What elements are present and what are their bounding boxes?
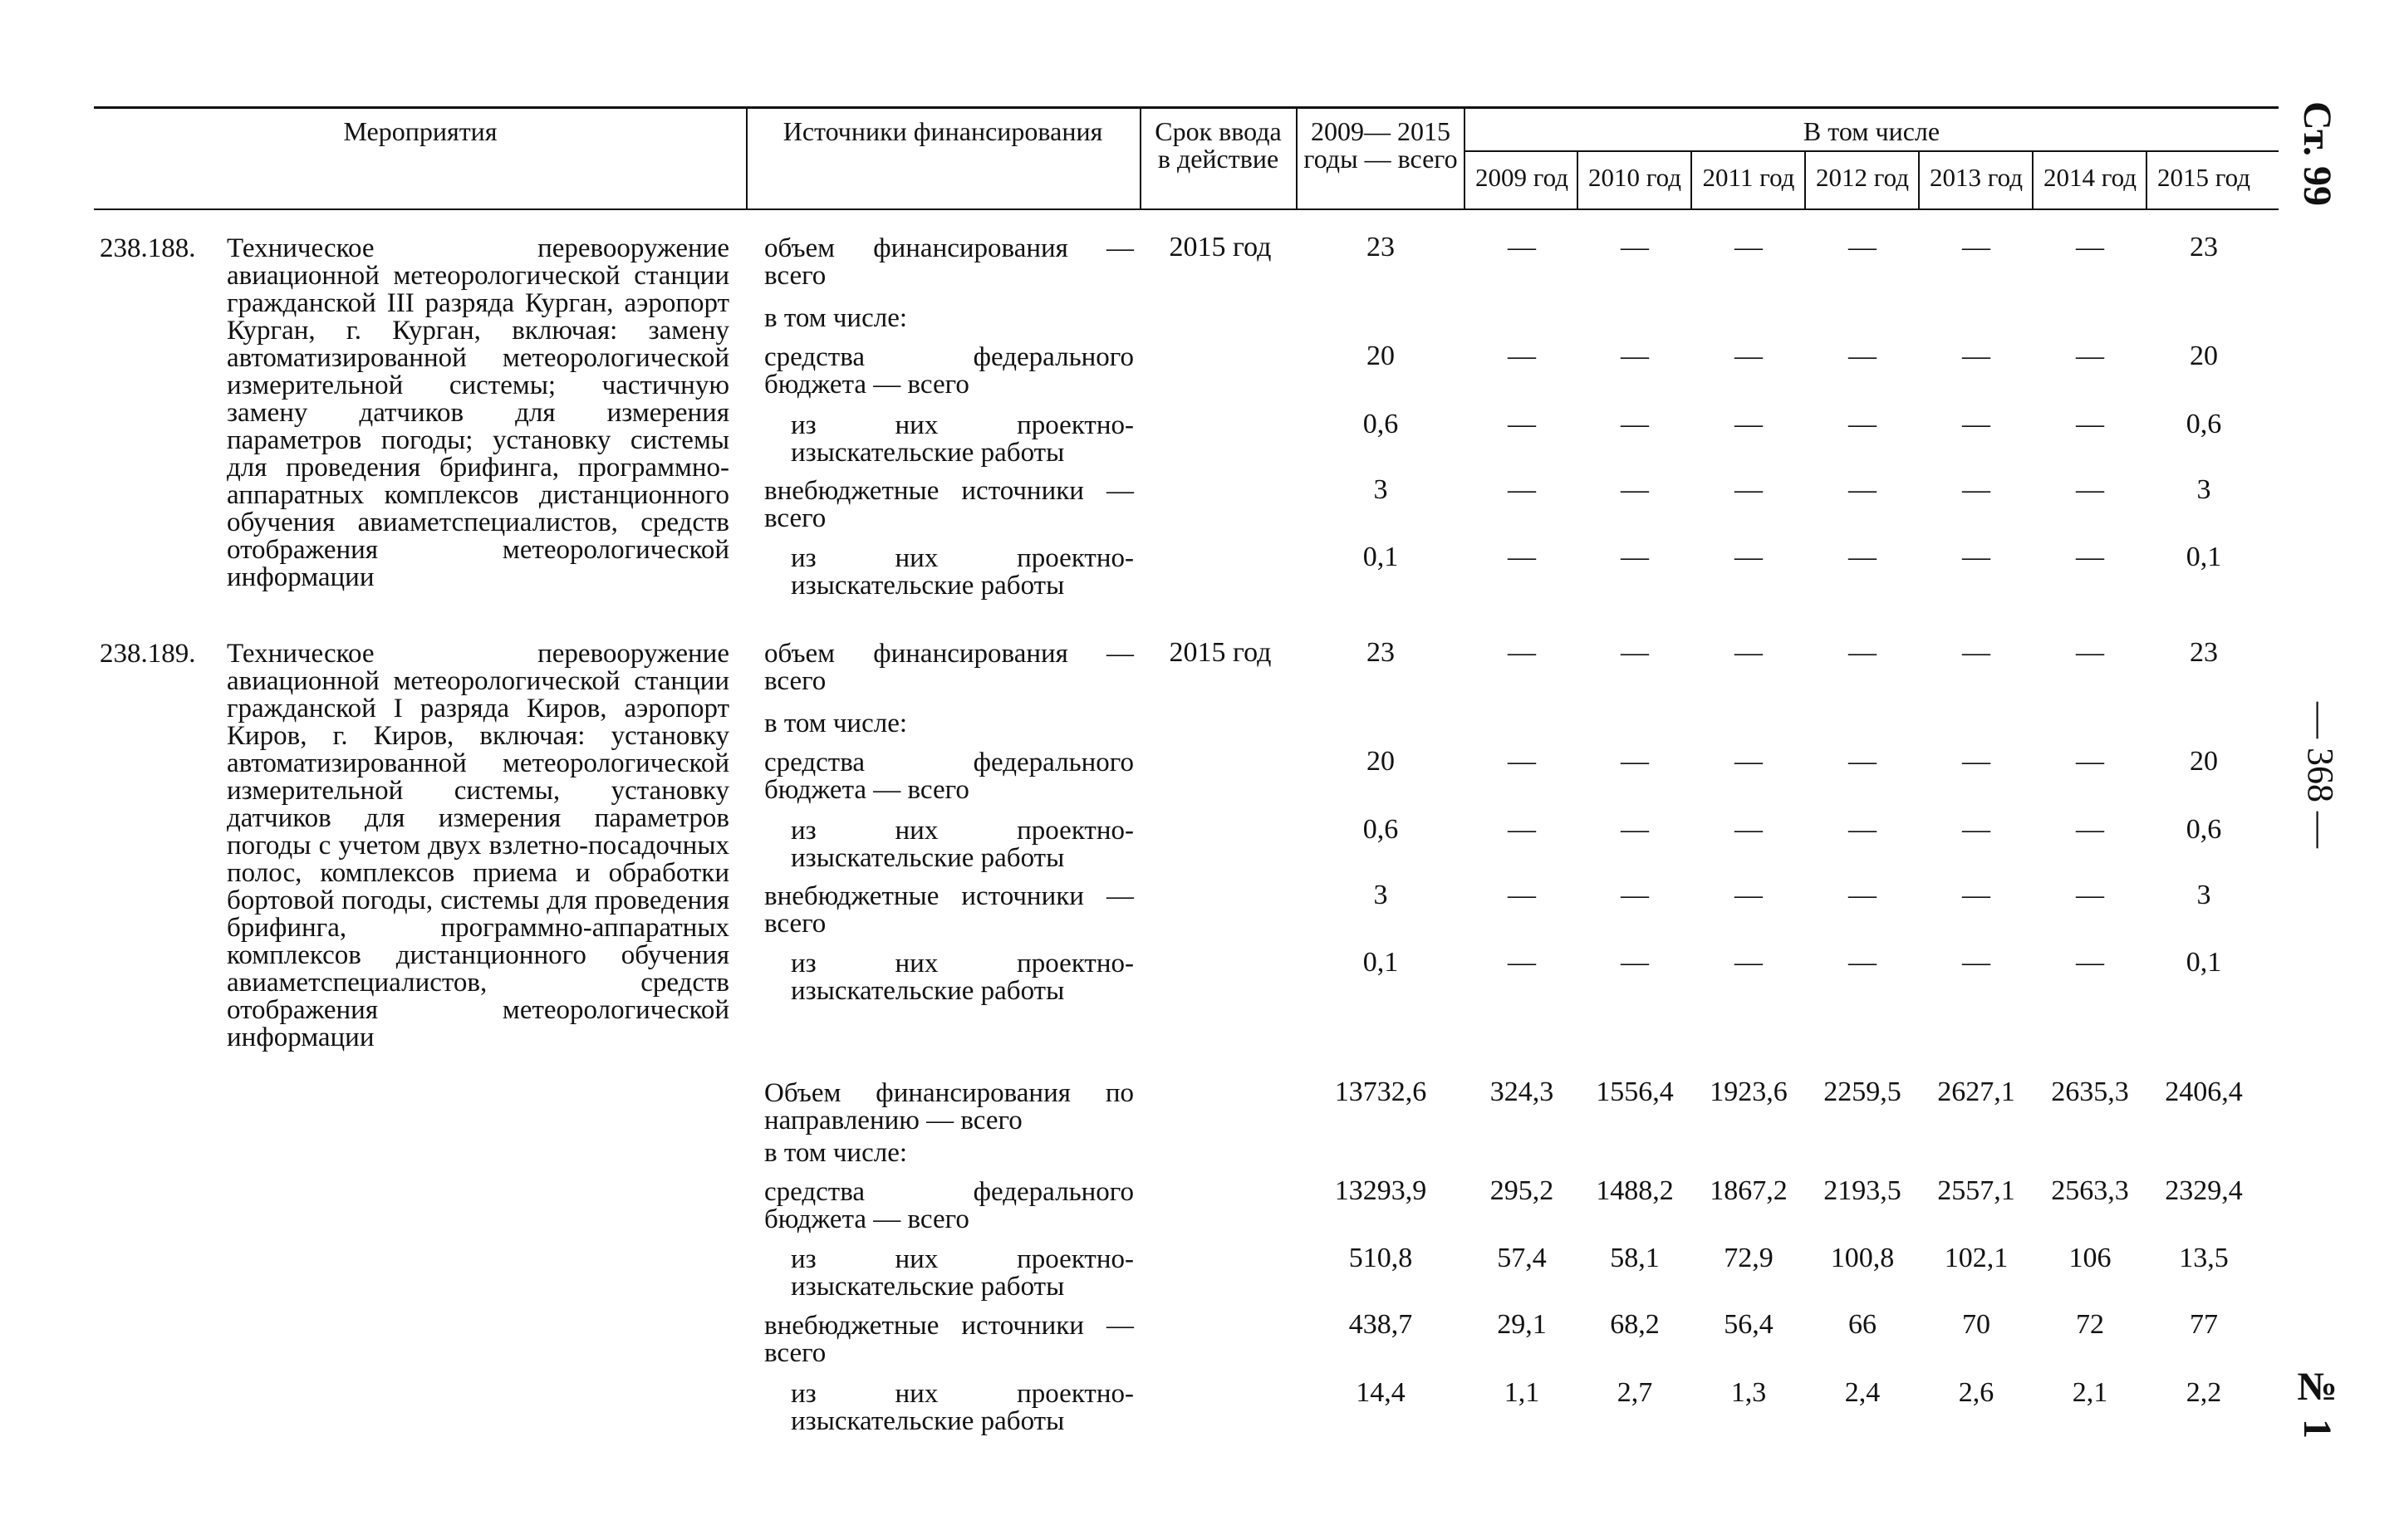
row-year-value: 106 <box>2068 1243 2112 1273</box>
row-year-value: 3 <box>2196 880 2211 910</box>
row-year-value: 3 <box>2196 474 2211 505</box>
row-year-value: — <box>1734 409 1763 439</box>
row-year-value: — <box>1962 542 1990 572</box>
row-year-value: 295,2 <box>1489 1175 1554 1206</box>
row-year-value: — <box>1621 947 1649 978</box>
col-header-including: В том числе <box>1803 116 1940 146</box>
row-total: 0,1 <box>1362 542 1399 572</box>
row-year-value: 58,1 <box>1610 1243 1660 1273</box>
row-year-value: 0,1 <box>2186 947 2222 978</box>
row-year-value: 13,5 <box>2179 1243 2229 1273</box>
page-number: — 368 — <box>2300 702 2341 848</box>
row-year-value: 29,1 <box>1497 1309 1547 1340</box>
row-year-value: 72,9 <box>1724 1243 1774 1273</box>
row-total: 3 <box>1373 880 1388 910</box>
row-year-value: 0,1 <box>2186 542 2222 572</box>
row-year-value: — <box>1848 880 1877 910</box>
row-year-value: — <box>1734 341 1763 371</box>
row-year-value: — <box>1508 746 1536 777</box>
row-year-value: 23 <box>2190 232 2218 262</box>
row-year-value: — <box>1848 746 1877 777</box>
row-year-value: — <box>1848 341 1877 371</box>
row-total: 510,8 <box>1348 1243 1413 1273</box>
header-divider <box>1296 107 1298 209</box>
row-year-value: 2406,4 <box>2165 1077 2243 1107</box>
row-year-value: — <box>1734 542 1763 572</box>
measure-code: 238.188. <box>100 233 196 263</box>
row-year-value: — <box>1962 341 1990 371</box>
col-header-total: 2009— 2015 годы — всего <box>1303 116 1458 174</box>
row-year-value: 2635,3 <box>2051 1077 2129 1107</box>
row-label: из них проектно-изыскательские работы <box>791 949 1134 1006</box>
row-label: Объем финансирования по направлению — всего <box>764 1078 1134 1135</box>
including-rule <box>1464 150 2279 152</box>
row-year-value: — <box>1621 746 1649 777</box>
row-year-value: 1556,4 <box>1596 1077 1674 1107</box>
row-year-value: — <box>1621 409 1649 439</box>
row-label: объем финансирования — всего <box>764 639 1134 696</box>
row-year-value: 100,8 <box>1830 1243 1895 1273</box>
header-divider <box>746 107 748 209</box>
row-year-value: — <box>1621 474 1649 505</box>
row-label: из них проектно-изыскательские работы <box>791 1379 1134 1436</box>
year-header: 2014 год <box>2043 163 2137 192</box>
row-year-value: — <box>1508 341 1536 371</box>
row-label: из них проектно-изыскательские работы <box>791 543 1134 601</box>
row-year-value: — <box>1621 637 1649 668</box>
row-label: внебюджетные источники — всего <box>764 476 1134 533</box>
row-label: средства федерального бюджета — всего <box>764 342 1134 400</box>
row-year-value: 2,2 <box>2186 1377 2222 1408</box>
row-year-value: 2,4 <box>1844 1377 1881 1408</box>
col-header-sources: Источники финансирования <box>783 116 1103 146</box>
row-year-value: — <box>1848 232 1877 262</box>
row-year-value: — <box>2076 814 2104 845</box>
row-total: 0,6 <box>1362 409 1399 439</box>
row-total: 20 <box>1366 341 1395 371</box>
measure-description: Техническое перевооружение авиационной метеорологической станции гражданской I разряда Киров, аэропорт Киров, г. Киров, включая: установку автоматизированной метеорологической измерительной системы, установку датчиков для измерения параметров погоды с учетом двух взлетно-посадочных полос, комплексов приема и обработки бортовой погоды, системы для проведения брифинга, программно-аппаратных комплексов дистанционного обучения авиаметспециалистов, средств отображения метеорологической информации <box>227 639 729 1052</box>
row-year-value: 77 <box>2190 1309 2218 1340</box>
row-year-value: — <box>1962 474 1990 505</box>
row-year-value: — <box>1962 947 1990 978</box>
row-year-value: — <box>1508 474 1536 505</box>
commissioning-term: 2015 год <box>1169 232 1272 262</box>
row-year-value: 1923,6 <box>1710 1077 1788 1107</box>
year-header: 2013 год <box>1929 163 2024 192</box>
row-year-value: 70 <box>1962 1309 1990 1340</box>
row-year-value: — <box>1734 474 1763 505</box>
measure-description: Техническое перевооружение авиационной метеорологической станции гражданской III разряда Курган, аэропорт Курган, г. Курган, включая: замену автоматизированной метеорологической измерительной системы; частичную замену датчиков для измерения параметров погоды; установку системы для проведения брифинга, программно-аппаратных комплексов дистанционного обучения авиаметспециалистов, средств отображения метеорологической информации <box>227 233 729 592</box>
row-year-value: — <box>1508 947 1536 978</box>
row-total: 14,4 <box>1356 1377 1406 1408</box>
row-year-value: — <box>1848 814 1877 845</box>
row-year-value: 0,6 <box>2186 409 2222 439</box>
page-reference: Ст. 99 <box>2295 101 2339 206</box>
row-subheading: в том числе: <box>764 303 908 333</box>
row-year-value: 72 <box>2076 1309 2104 1340</box>
row-label: из них проектно-изыскательские работы <box>791 410 1134 468</box>
row-year-value: — <box>1848 947 1877 978</box>
header-bottom-rule <box>94 208 2279 210</box>
row-total: 13293,9 <box>1334 1175 1427 1206</box>
year-header: 2012 год <box>1815 163 1910 192</box>
row-year-value: — <box>1508 880 1536 910</box>
year-header: 2009 год <box>1474 163 1569 192</box>
row-total: 13732,6 <box>1334 1077 1427 1107</box>
row-subheading: в том числе: <box>764 709 908 738</box>
row-subheading: в том числе: <box>764 1138 908 1168</box>
row-year-value: — <box>1848 542 1877 572</box>
row-year-value: — <box>1962 637 1990 668</box>
row-year-value: 20 <box>2190 341 2218 371</box>
row-label: средства федерального бюджета — всего <box>764 748 1134 805</box>
row-year-value: — <box>1734 814 1763 845</box>
row-year-value: 1488,2 <box>1596 1175 1674 1206</box>
header-top-rule <box>94 106 2279 109</box>
row-year-value: 68,2 <box>1610 1309 1660 1340</box>
row-year-value: 1867,2 <box>1710 1175 1788 1206</box>
row-total: 20 <box>1366 746 1395 777</box>
row-year-value: — <box>1621 814 1649 845</box>
row-label: из них проектно-изыскательские работы <box>791 816 1134 873</box>
row-year-value: — <box>2076 637 2104 668</box>
row-year-value: — <box>2076 341 2104 371</box>
row-year-value: — <box>2076 474 2104 505</box>
row-label: объем финансирования — всего <box>764 233 1134 291</box>
row-year-value: — <box>1508 232 1536 262</box>
row-year-value: — <box>1621 542 1649 572</box>
row-year-value: 23 <box>2190 637 2218 668</box>
col-header-term: Срок ввода в действие <box>1155 116 1282 174</box>
row-year-value: — <box>1848 409 1877 439</box>
header-divider <box>1140 107 1141 209</box>
row-year-value: — <box>2076 542 2104 572</box>
row-year-value: 56,4 <box>1724 1309 1774 1340</box>
row-year-value: 1,3 <box>1730 1377 1767 1408</box>
row-year-value: — <box>1734 637 1763 668</box>
row-year-value: — <box>2076 880 2104 910</box>
row-year-value: — <box>1962 232 1990 262</box>
row-year-value: — <box>1848 474 1877 505</box>
row-year-value: 0,6 <box>2186 814 2222 845</box>
col-header-measures: Мероприятия <box>343 116 498 146</box>
row-year-value: 2193,5 <box>1823 1175 1901 1206</box>
row-year-value: 2,1 <box>2072 1377 2108 1408</box>
row-total: 438,7 <box>1348 1309 1413 1340</box>
row-year-value: — <box>1848 637 1877 668</box>
row-total: 0,1 <box>1362 947 1399 978</box>
row-year-value: 2,6 <box>1958 1377 1994 1408</box>
commissioning-term: 2015 год <box>1169 637 1272 668</box>
row-year-value: — <box>1962 409 1990 439</box>
row-label: из них проектно-изыскательские работы <box>791 1244 1134 1302</box>
row-year-value: — <box>1734 880 1763 910</box>
year-header: 2015 год <box>2156 163 2251 192</box>
row-year-value: — <box>2076 947 2104 978</box>
row-label: внебюджетные источники — всего <box>764 881 1134 939</box>
year-header: 2011 год <box>1702 163 1795 192</box>
row-year-value: 2,7 <box>1617 1377 1653 1408</box>
row-label: средства федерального бюджета — всего <box>764 1177 1134 1234</box>
year-header: 2010 год <box>1587 163 1682 192</box>
row-year-value: 2329,4 <box>2165 1175 2243 1206</box>
row-year-value: 2557,1 <box>1937 1175 2015 1206</box>
row-year-value: — <box>2076 746 2104 777</box>
row-year-value: 66 <box>1848 1309 1877 1340</box>
row-year-value: 324,3 <box>1489 1077 1554 1107</box>
row-total: 23 <box>1366 637 1395 668</box>
row-year-value: — <box>1621 232 1649 262</box>
row-year-value: 57,4 <box>1497 1243 1547 1273</box>
row-year-value: — <box>1962 880 1990 910</box>
row-total: 0,6 <box>1362 814 1399 845</box>
row-year-value: 1,1 <box>1504 1377 1540 1408</box>
issue-number: № 1 <box>2295 1365 2339 1439</box>
row-year-value: 2259,5 <box>1823 1077 1901 1107</box>
row-year-value: 20 <box>2190 746 2218 777</box>
row-year-value: — <box>1508 814 1536 845</box>
row-year-value: — <box>1734 232 1763 262</box>
row-year-value: — <box>1734 947 1763 978</box>
row-year-value: — <box>1734 746 1763 777</box>
row-total: 23 <box>1366 232 1395 262</box>
row-year-value: — <box>1962 814 1990 845</box>
row-year-value: 102,1 <box>1944 1243 2009 1273</box>
row-year-value: 2563,3 <box>2051 1175 2129 1206</box>
row-year-value: — <box>1621 880 1649 910</box>
row-year-value: — <box>1621 341 1649 371</box>
row-year-value: — <box>1508 637 1536 668</box>
row-year-value: — <box>1508 542 1536 572</box>
row-label: внебюджетные источники — всего <box>764 1311 1134 1368</box>
row-year-value: — <box>1508 409 1536 439</box>
row-year-value: 2627,1 <box>1937 1077 2015 1107</box>
measure-code: 238.189. <box>100 639 196 669</box>
row-year-value: — <box>2076 409 2104 439</box>
row-year-value: — <box>1962 746 1990 777</box>
row-year-value: — <box>2076 232 2104 262</box>
row-total: 3 <box>1373 474 1388 505</box>
